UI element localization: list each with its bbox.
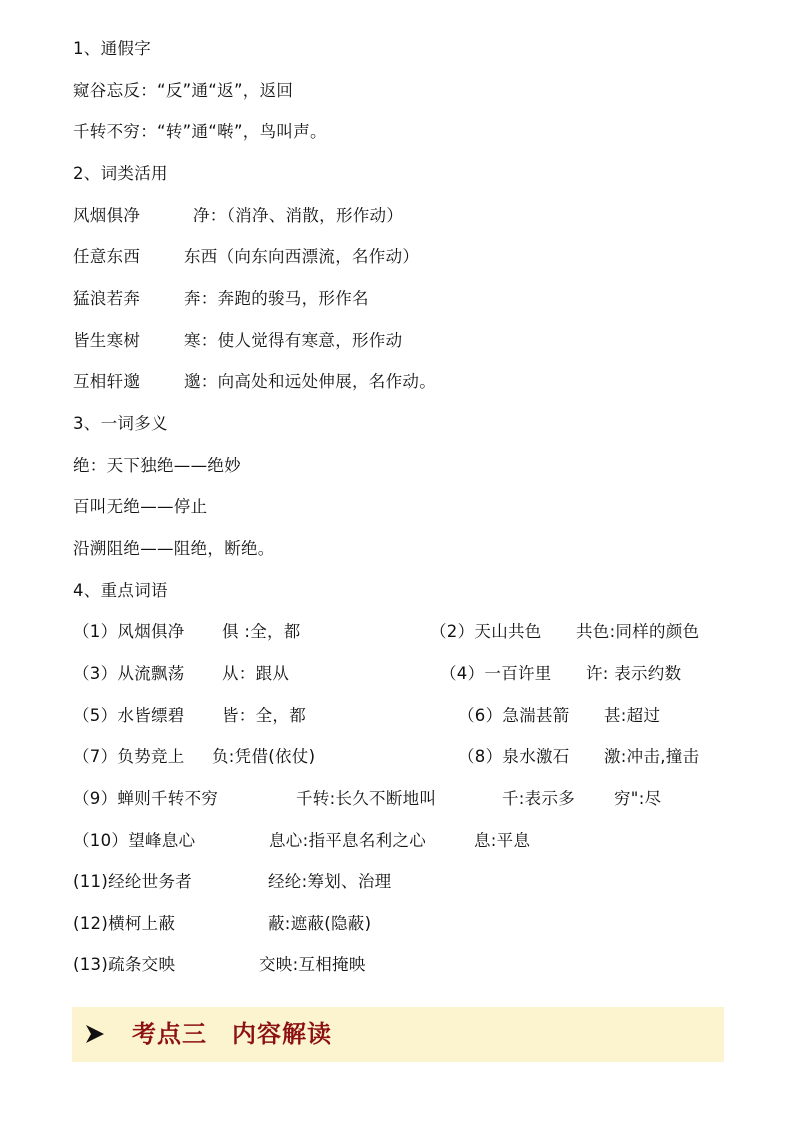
ciyu-explain: 穷":尽 [614,789,662,808]
ciyu-explain: 俱 :全，都 [222,622,301,641]
ciyu-term: （1）风烟俱净 [73,622,185,641]
huoyong-explain: 东西（向东向西漂流，名作动） [184,247,420,266]
ciyu-term: （3）从流飘荡 [73,664,185,683]
huoyong-term: 风烟俱净 [73,206,141,225]
tongjiazi-line: 千转不穷：“转”通“啭”，鸟叫声。 [73,122,327,141]
duoyi-line: 百叫无绝——停止 [73,497,208,516]
ciyu-explain: 蔽:遮蔽(隐蔽) [268,914,372,933]
ciyu-explain: 千:表示多 [502,789,576,808]
ciyu-explain: 息心:指平息名利之心 [269,831,427,850]
huoyong-explain: 净：（消净、消散，形作动） [193,206,404,225]
ciyu-term: （9）蝉则千转不穷 [73,789,219,808]
huoyong-explain: 邈：向高处和远处伸展，名作动。 [184,372,436,391]
ciyu-explain: 激:冲击,撞击 [604,747,700,766]
ciyu-explain: 千转:长久不断地叫 [296,789,437,808]
ciyu-term: （6）急湍甚箭 [458,706,570,725]
ciyu-term: (13)疏条交映 [73,955,176,974]
ciyu-explain: 皆：全，都 [222,706,306,725]
huoyong-explain: 寒：使人觉得有寒意，形作动 [184,331,403,350]
banner-title: 考点三 内容解读 [132,1019,332,1048]
huoyong-term: 互相轩邈 [73,372,141,391]
ciyu-explain: 交映:互相掩映 [259,955,366,974]
arrow-right-icon [82,1021,108,1047]
ciyu-explain: 负:凭借(依仗) [212,747,316,766]
huoyong-explain: 奔：奔跑的骏马，形作名 [184,289,369,308]
tongjiazi-line: 窥谷忘反：“反”通“返”，返回 [73,81,294,100]
duoyi-line: 绝：天下独绝——绝妙 [73,456,241,475]
ciyu-term: (11)经纶世务者 [73,872,193,891]
ciyu-term: （7）负势竞上 [73,747,185,766]
section-heading-zhongdianciyu: 4、重点词语 [73,581,168,600]
section-heading-yiciduoyi: 3、一词多义 [73,414,168,433]
ciyu-explain: 从：跟从 [222,664,290,683]
ciyu-explain: 甚:超过 [604,706,661,725]
ciyu-explain: 许: 表示约数 [586,664,682,683]
huoyong-term: 任意东西 [73,247,141,266]
section-heading-tongjiazi: 1、通假字 [73,39,151,58]
ciyu-term: （5）水皆缥碧 [73,706,185,725]
duoyi-line: 沿溯阻绝——阻绝，断绝。 [73,539,275,558]
ciyu-term: （4）一百许里 [440,664,552,683]
ciyu-term: （8）泉水激石 [458,747,570,766]
huoyong-term: 猛浪若奔 [73,289,141,308]
ciyu-term: (12)横柯上蔽 [73,914,176,933]
ciyu-explain: 经纶:筹划、治理 [268,872,392,891]
section-heading-cileihuoyong: 2、词类活用 [73,164,168,183]
section-banner [72,1007,724,1062]
huoyong-term: 皆生寒树 [73,331,141,350]
ciyu-explain: 共色:同样的颜色 [576,622,700,641]
ciyu-term: （2）天山共色 [430,622,542,641]
ciyu-explain: 息:平息 [474,831,531,850]
ciyu-term: （10）望峰息心 [73,831,196,850]
